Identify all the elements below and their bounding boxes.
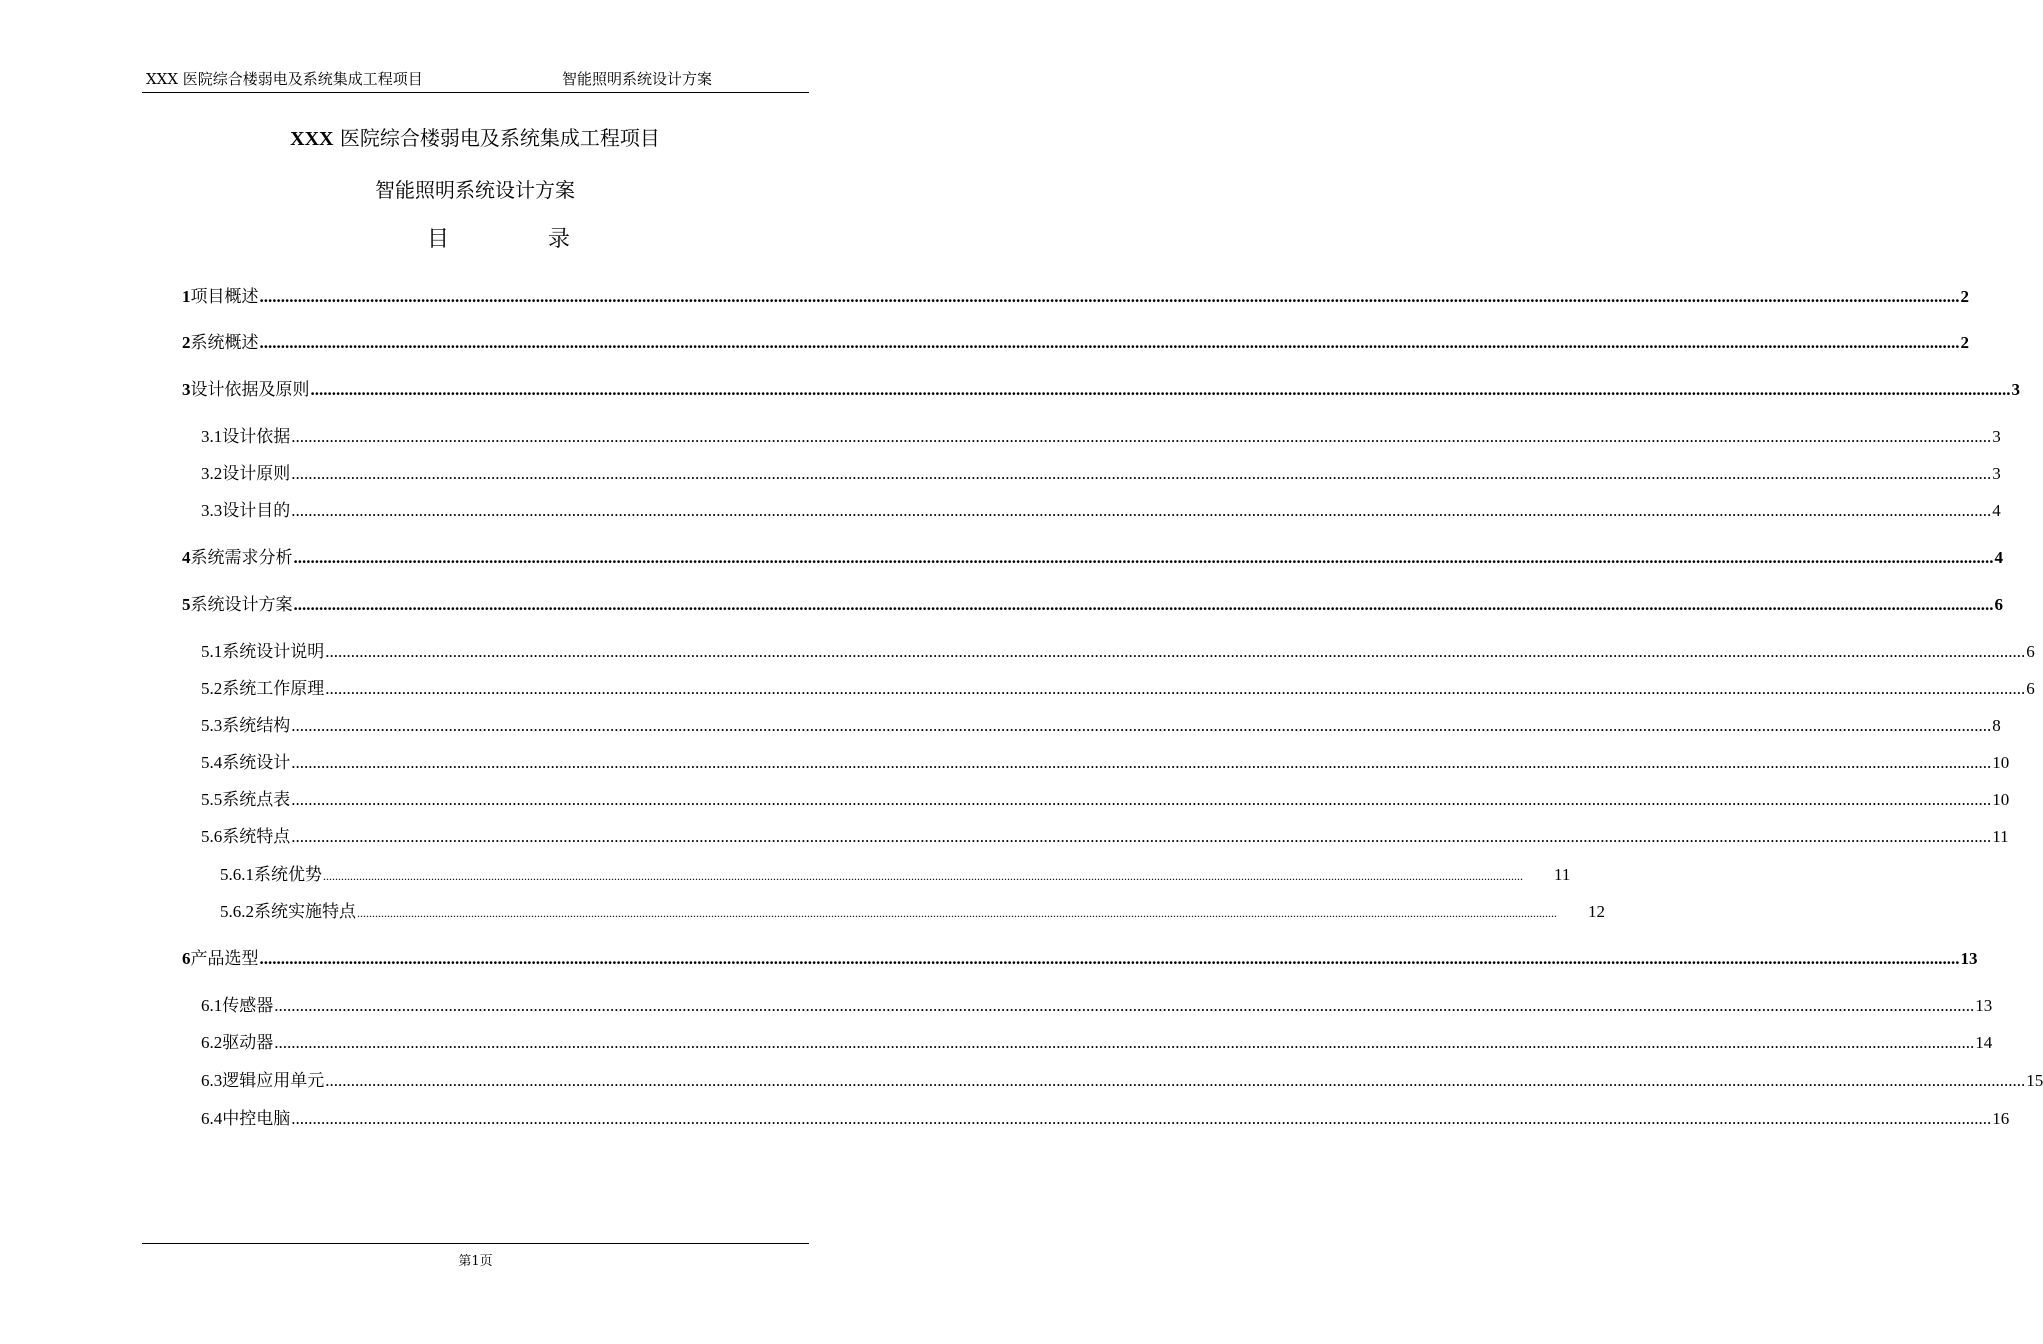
toc-entry-page: 16 (1992, 1109, 2010, 1128)
toc-entry[interactable] (220, 860, 1571, 885)
toc-entry-number: 4 (182, 548, 191, 567)
toc-entry-title: 系统工作原理 (222, 679, 325, 699)
toc-dot-leader: ................................................................................................................................................................................................................................................................................................................................................................................................................ (259, 333, 1960, 352)
toc-dot-leader: ................................................................................................................................................................................................................................................................................................................................................................................................................ (274, 1033, 1975, 1052)
toc-entry-title: 系统设计说明 (222, 642, 325, 662)
toc-entry-number: 5.6.1 (220, 865, 254, 884)
header-document-name: 智能照明系统设计方案 (562, 70, 713, 88)
toc-dot-leader: ................................................................................................................................................................................................................................................................................................................................................................................................................ (325, 642, 2026, 661)
toc-dot-leader: ................................................................................................................................................................................................................................................................................................................................................................................................................ (291, 716, 1992, 735)
toc-entry-page: 11 (1992, 827, 2009, 846)
toc-entry[interactable] (201, 1066, 2043, 1091)
toc-entry-number: 6 (182, 949, 191, 968)
document-subtitle: 智能照明系统设计方案 (375, 178, 575, 202)
toc-entry-page: 10 (1992, 790, 2010, 809)
toc-entry[interactable] (201, 711, 2001, 736)
toc-entry-page: 13 (1960, 949, 1978, 968)
toc-entry[interactable] (201, 1028, 1993, 1053)
toc-entry[interactable] (182, 328, 1969, 353)
toc-dot-leader: ................................................................................................................................................................................................................................................................................................................................................................................................................ (310, 380, 2011, 399)
toc-dot-leader: ................................................................................................................................................................................................................................................................................................................................................................................................................ (323, 869, 1523, 883)
page-number-label: 第1页 (458, 1254, 493, 1269)
toc-entry[interactable] (182, 590, 2003, 615)
toc-entry-number: 3.1 (201, 427, 223, 446)
toc-heading-char-2: 录 (548, 227, 571, 252)
toc-dot-leader: ................................................................................................................................................................................................................................................................................................................................................................................................................ (325, 679, 2026, 698)
toc-entry-page: 4 (1992, 501, 2001, 520)
toc-entry-title: 中控电脑 (222, 1109, 291, 1129)
toc-entry-number: 6.1 (201, 996, 223, 1015)
toc-entry[interactable] (182, 282, 1969, 307)
toc-entry-number: 5.3 (201, 716, 223, 735)
toc-entry-page: 3 (1992, 427, 2001, 446)
toc-entry-title: 设计目的 (222, 501, 291, 521)
toc-entry-title: 系统需求分析 (190, 548, 293, 568)
toc-entry[interactable] (201, 674, 2035, 699)
toc-entry-number: 5.2 (201, 679, 223, 698)
toc-dot-leader: ................................................................................................................................................................................................................................................................................................................................................................................................................ (291, 827, 1992, 846)
toc-dot-leader: ................................................................................................................................................................................................................................................................................................................................................................................................................ (274, 996, 1975, 1015)
toc-entry-page: 8 (1992, 716, 2001, 735)
toc-entry-title: 系统点表 (222, 790, 291, 810)
toc-entry-page: 3 (2011, 380, 2020, 399)
toc-entry-page: 6 (2026, 642, 2035, 661)
toc-entry[interactable] (182, 543, 2003, 568)
toc-entry-title: 设计依据 (222, 427, 291, 447)
toc-entry-number: 6.4 (201, 1109, 223, 1128)
toc-entry-page: 4 (1994, 548, 2003, 567)
toc-entry-page: 12 (1588, 902, 1605, 921)
toc-entry-page: 2 (1960, 333, 1969, 352)
toc-entry[interactable] (182, 375, 2020, 400)
toc-entry-page: 15 (2026, 1071, 2043, 1090)
toc-entry-title: 系统设计 (222, 753, 291, 773)
toc-dot-leader: ................................................................................................................................................................................................................................................................................................................................................................................................................ (291, 1109, 1992, 1128)
toc-entry-number: 2 (182, 333, 191, 352)
page-footer (142, 1243, 809, 1269)
toc-dot-leader: ................................................................................................................................................................................................................................................................................................................................................................................................................ (291, 427, 1992, 446)
toc-dot-leader: ................................................................................................................................................................................................................................................................................................................................................................................................................ (291, 501, 1992, 520)
toc-entry-page: 11 (1554, 865, 1571, 884)
toc-entry[interactable] (201, 637, 2035, 662)
toc-dot-leader: ................................................................................................................................................................................................................................................................................................................................................................................................................ (293, 548, 1994, 567)
toc-entry-page: 13 (1975, 996, 1993, 1015)
toc-entry-number: 6.2 (201, 1033, 223, 1052)
toc-dot-leader: ................................................................................................................................................................................................................................................................................................................................................................................................................ (325, 1071, 2026, 1090)
document-title (0, 122, 950, 151)
toc-entry-title: 设计原则 (222, 464, 291, 484)
toc-entry-number: 3.2 (201, 464, 223, 483)
toc-entry-number: 3 (182, 380, 191, 399)
toc-entry-number: 5 (182, 595, 191, 614)
toc-entry-number: 3.3 (201, 501, 223, 520)
toc-entry-number: 1 (182, 287, 191, 306)
toc-entry-title: 项目概述 (190, 287, 259, 307)
toc-entry-number: 5.4 (201, 753, 223, 772)
toc-entry[interactable] (182, 944, 1978, 969)
toc-dot-leader: ................................................................................................................................................................................................................................................................................................................................................................................................................ (291, 464, 1992, 483)
toc-entry-title: 逻辑应用单元 (222, 1071, 325, 1091)
toc-entry-page: 6 (2026, 679, 2035, 698)
toc-entry[interactable] (201, 991, 1993, 1016)
toc-entry-page: 10 (1992, 753, 2010, 772)
toc-entry-title: 系统设计方案 (190, 595, 293, 615)
toc-entry-number: 5.1 (201, 642, 223, 661)
document-title-main: 医院综合楼弱电及系统集成工程项目 (333, 126, 660, 150)
toc-entry-title: 设计依据及原则 (190, 380, 310, 400)
toc-dot-leader: ................................................................................................................................................................................................................................................................................................................................................................................................................ (357, 906, 1557, 920)
toc-entry-title: 系统结构 (222, 716, 291, 736)
toc-entry-number: 5.5 (201, 790, 223, 809)
toc-entry-title: 系统优势 (254, 865, 322, 885)
toc-entry-number: 5.6 (201, 827, 223, 846)
toc-entry[interactable] (201, 1104, 2010, 1129)
toc-dot-leader: ................................................................................................................................................................................................................................................................................................................................................................................................................ (293, 595, 1994, 614)
toc-entry-page: 14 (1975, 1033, 1993, 1052)
toc-entry-number: 6.3 (201, 1071, 223, 1090)
toc-entry-title: 产品选型 (190, 949, 259, 969)
header-project-name: XXX 医院综合楼弱电及系统集成工程项目 (146, 70, 423, 88)
toc-entry[interactable] (201, 459, 2001, 484)
toc-entry[interactable] (201, 822, 2009, 847)
document-title-prefix: XXX (290, 128, 334, 150)
toc-dot-leader: ................................................................................................................................................................................................................................................................................................................................................................................................................ (259, 287, 1960, 306)
toc-dot-leader: ................................................................................................................................................................................................................................................................................................................................................................................................................ (291, 753, 1992, 772)
toc-entry-title: 系统概述 (190, 333, 259, 353)
toc-entry-title: 传感器 (222, 996, 274, 1016)
toc-entry[interactable] (201, 422, 2001, 447)
toc-entry-title: 驱动器 (222, 1033, 274, 1053)
toc-entry[interactable] (201, 496, 2001, 521)
toc-dot-leader: ................................................................................................................................................................................................................................................................................................................................................................................................................ (291, 790, 1992, 809)
page-header (142, 66, 809, 93)
toc-entry-title: 系统实施特点 (254, 902, 356, 922)
toc-entry[interactable] (201, 785, 2010, 810)
toc-entry-page: 6 (1994, 595, 2003, 614)
toc-entry[interactable] (201, 748, 2010, 773)
toc-entry-page: 2 (1960, 287, 1969, 306)
toc-entry[interactable] (220, 897, 1605, 922)
toc-heading-char-1: 目 (427, 227, 450, 252)
toc-entry-page: 3 (1992, 464, 2001, 483)
toc-dot-leader: ................................................................................................................................................................................................................................................................................................................................................................................................................ (259, 949, 1960, 968)
toc-entry-number: 5.6.2 (220, 902, 254, 921)
toc-entry-title: 系统特点 (222, 827, 291, 847)
